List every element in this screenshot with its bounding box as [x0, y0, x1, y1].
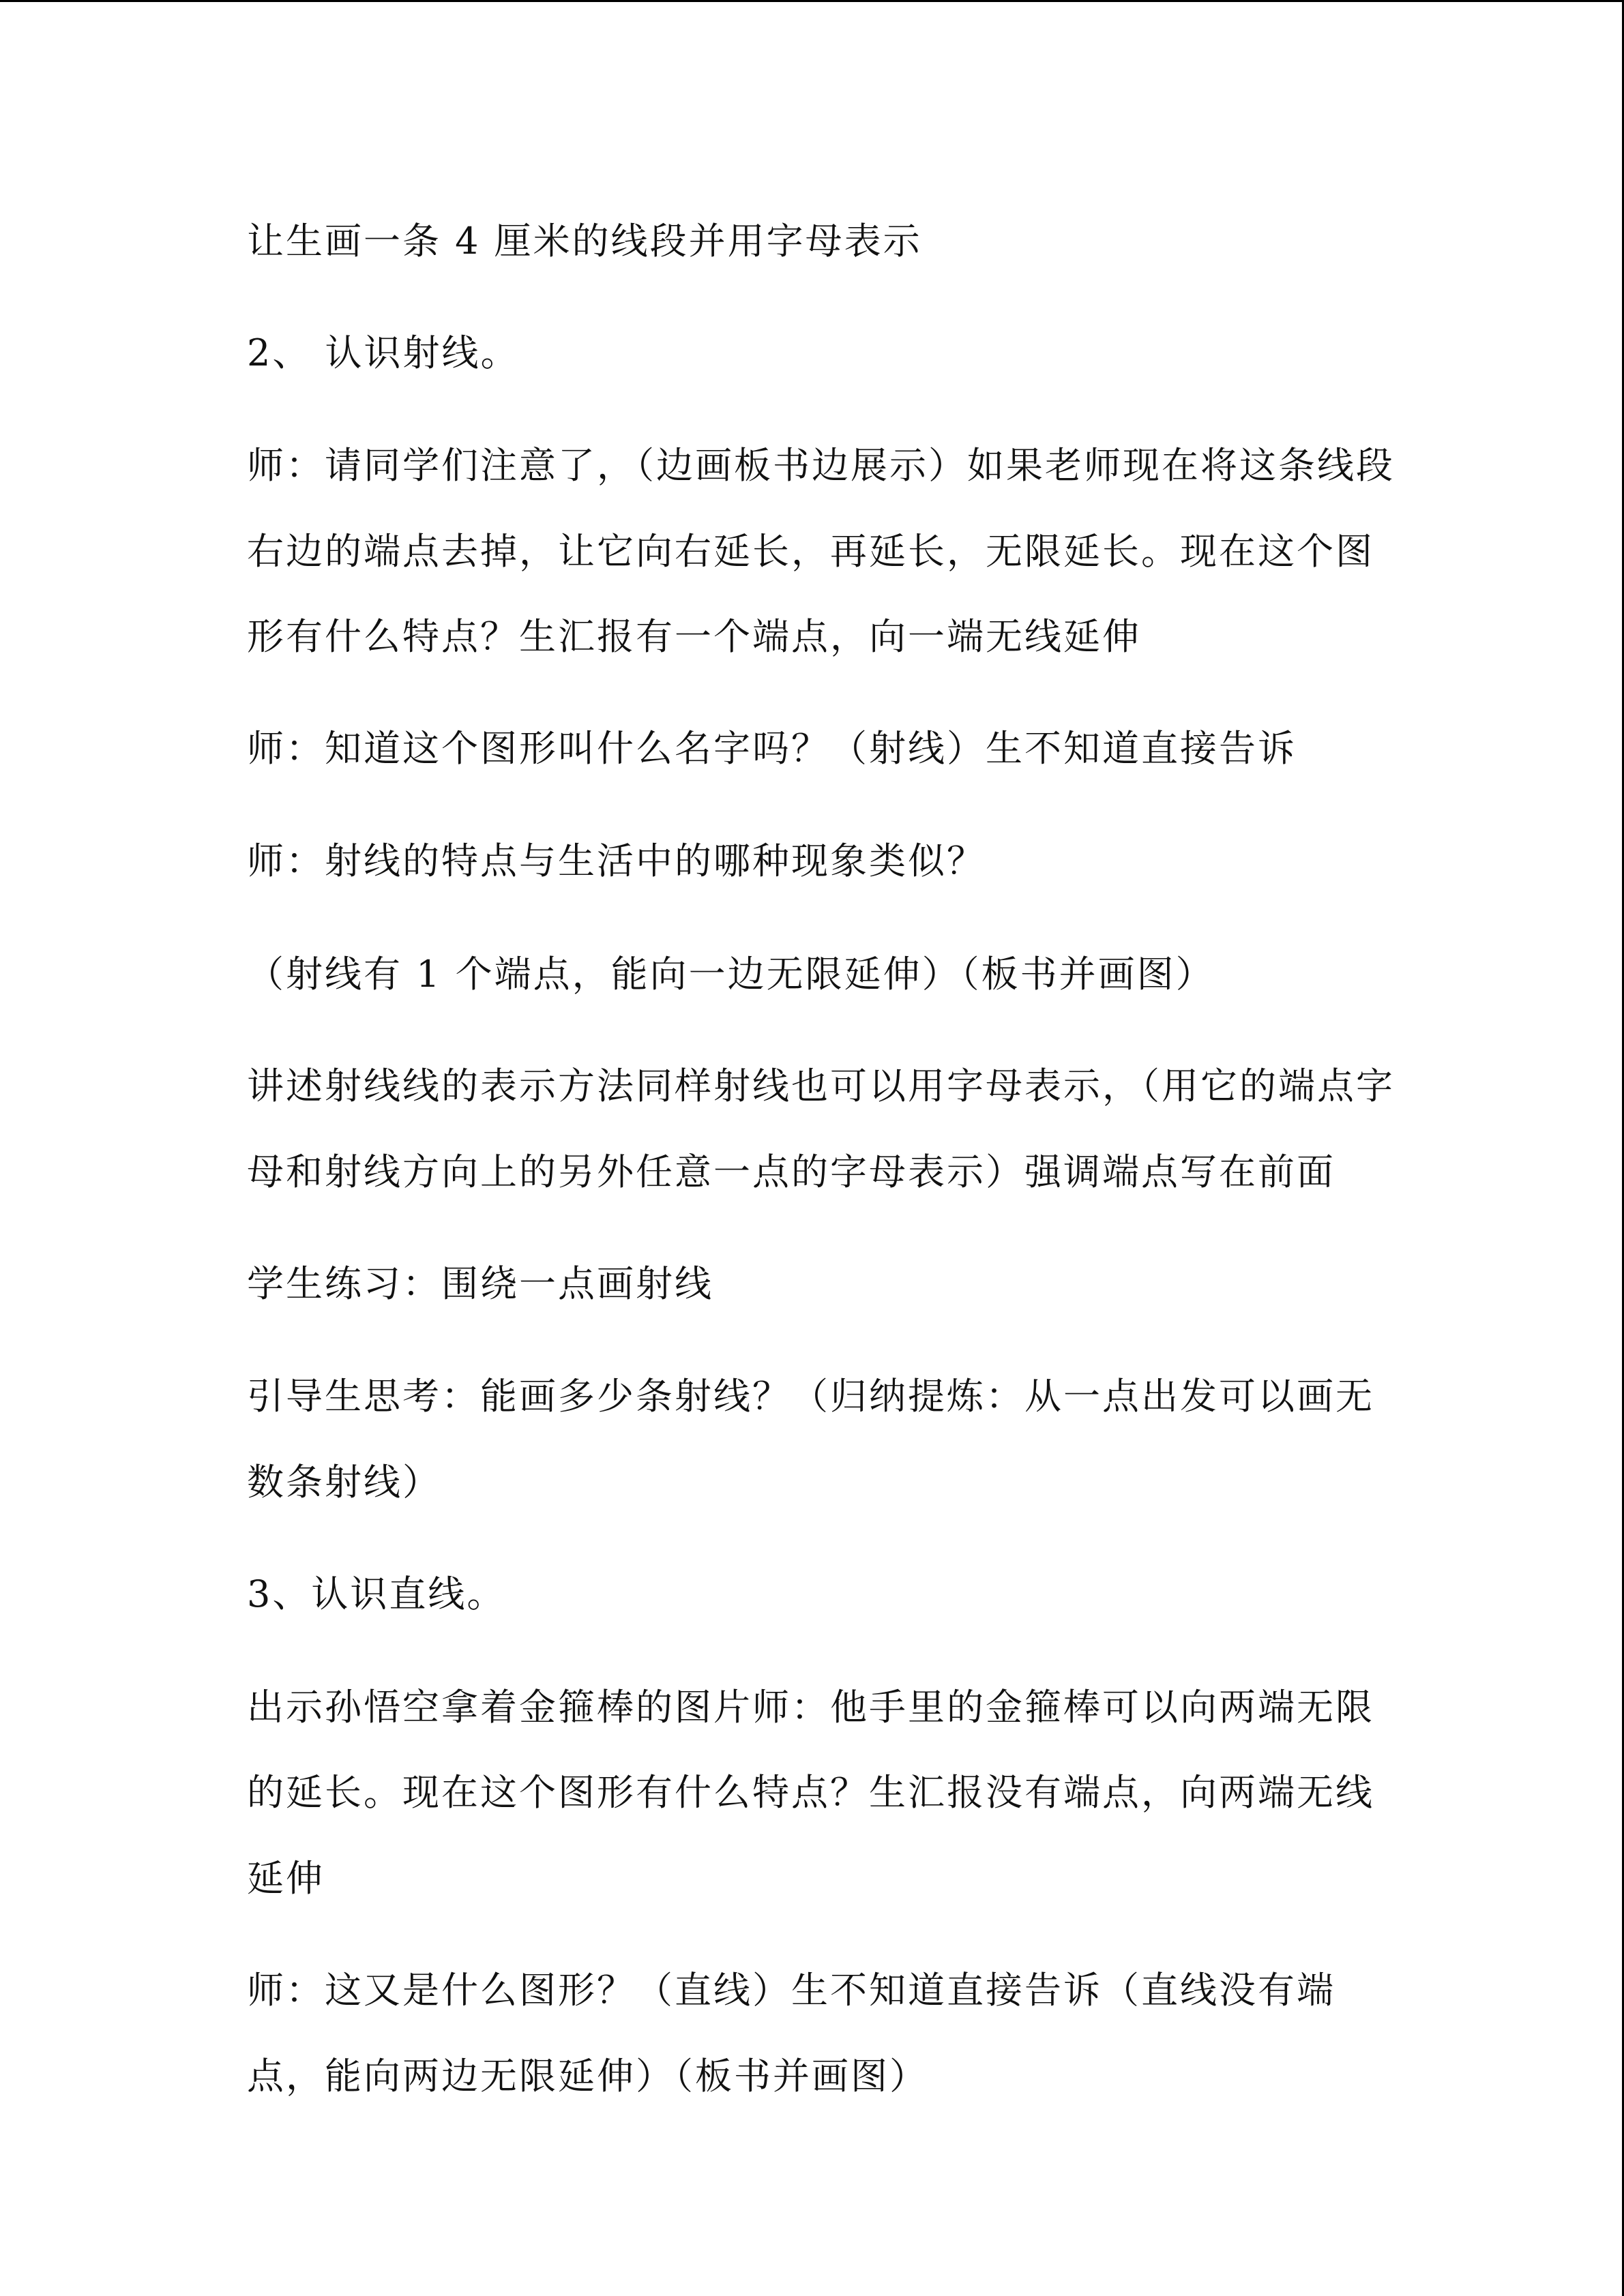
- text-line: 师：这又是什么图形？（直线）生不知道直接告诉（直线没有端: [247, 1969, 1335, 2012]
- text-line: 延伸: [247, 1857, 325, 1900]
- text-line: 点，能向两边无限延伸）（板书并画图）: [247, 2055, 928, 2098]
- text-line: 引导生思考：能画多少条射线？（归纳提炼：从一点出发可以画无: [247, 1375, 1374, 1418]
- text-line: 数条射线）: [247, 1461, 441, 1504]
- text-line: 母和射线方向上的另外任意一点的字母表示）强调端点写在前面: [247, 1150, 1335, 1193]
- section-heading-ray: 2、 认识射线。: [247, 331, 520, 374]
- text-line: 形有什么特点？生汇报有一个端点，向一端无线延伸: [247, 615, 1141, 658]
- text-line: 师：射线的特点与生活中的哪种现象类似？: [247, 839, 986, 882]
- text-line: 的延长。现在这个图形有什么特点？生汇报没有端点，向两端无线: [247, 1771, 1374, 1814]
- text-line: 让生画一条 4 厘米的线段并用字母表示: [247, 220, 922, 263]
- text-line: 讲述射线线的表示方法同样射线也可以用字母表示，（用它的端点字: [247, 1064, 1395, 1107]
- text-line: 师：知道这个图形叫什么名字吗？（射线）生不知道直接告诉: [247, 727, 1297, 770]
- text-line: 学生练习：围绕一点画射线: [247, 1262, 713, 1305]
- text-line: 出示孙悟空拿着金箍棒的图片师：他手里的金箍棒可以向两端无限: [247, 1686, 1374, 1729]
- text-line: （射线有 1 个端点，能向一边无限延伸）（板书并画图）: [247, 953, 1215, 996]
- text-line: 师：请同学们注意了，（边画板书边展示）如果老师现在将这条线段: [247, 444, 1395, 487]
- section-heading-line: 3、认识直线。: [247, 1572, 506, 1615]
- text-line: 右边的端点去掉，让它向右延长，再延长，无限延长。现在这个图: [247, 530, 1374, 573]
